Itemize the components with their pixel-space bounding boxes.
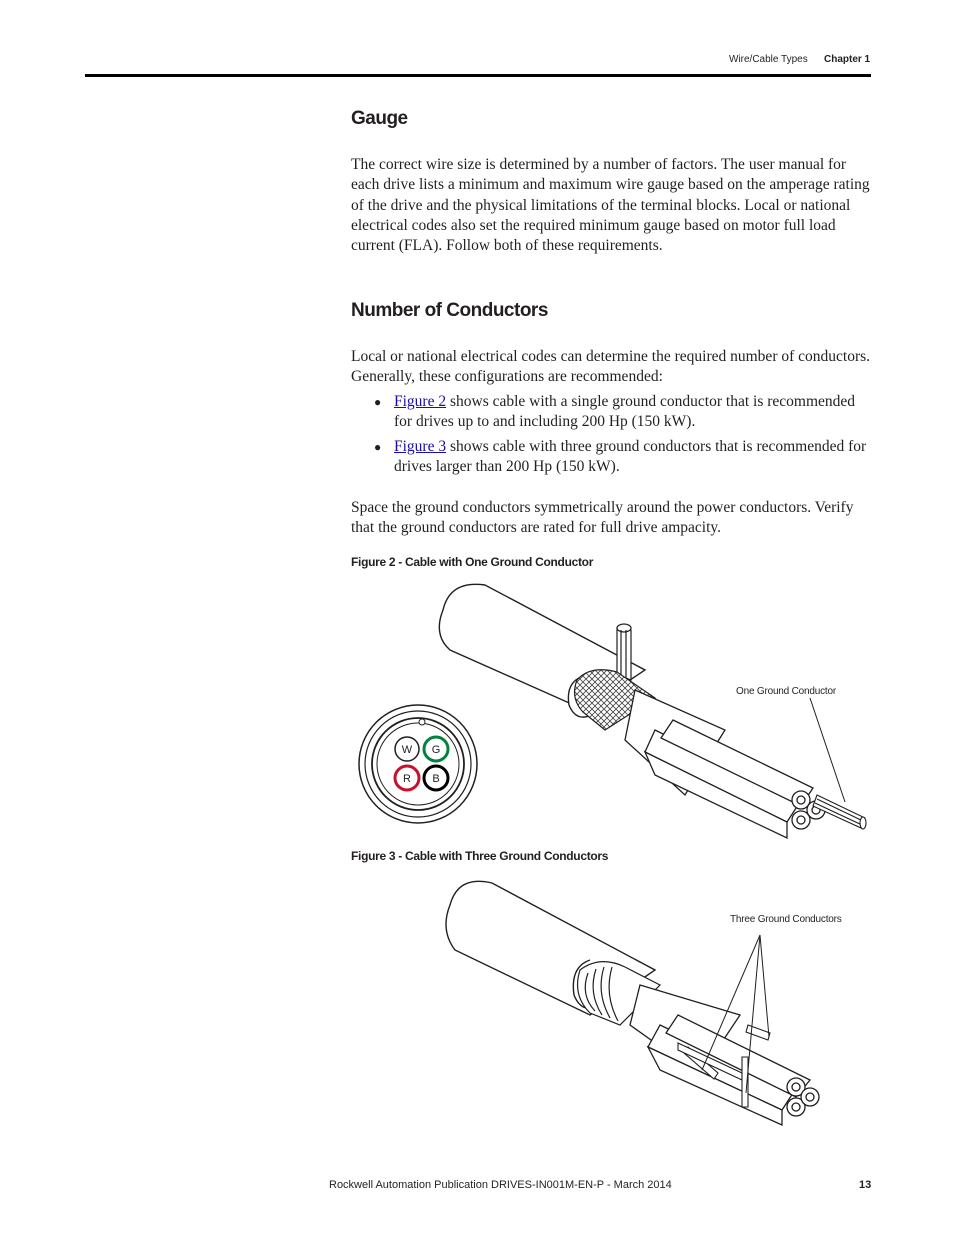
figure-2-cable-illustration (355, 580, 875, 850)
header-rule (85, 74, 871, 77)
paragraph-conductors-intro: Local or national electrical codes can determine the required number of conductors. Generally, these configurations are recommended: (351, 348, 871, 386)
running-header-chapter: Chapter 1 (824, 54, 871, 65)
conductor-label-g: G (431, 744, 441, 756)
link-figure-2[interactable]: Figure 2 (394, 393, 447, 410)
ground-strand-top (617, 624, 631, 680)
figure-3-callout: Three Ground Conductors (730, 914, 842, 925)
figure-2-caption: Figure 2 - Cable with One Ground Conductor (351, 555, 594, 569)
bullet-icon: ● (374, 439, 382, 454)
conductor-label-r: R (403, 773, 411, 785)
conductor-label-b: B (432, 773, 440, 785)
callout-leader (810, 698, 845, 802)
running-header-section: Wire/Cable Types (729, 54, 808, 65)
bullet-text: shows cable with a single ground conductor that is recommended for drives up to and including 200 Hp (150 kW). (394, 393, 856, 431)
list-item (351, 392, 871, 433)
cable-cross-section (359, 705, 477, 823)
link-figure-3[interactable]: Figure 3 (394, 437, 447, 455)
conductor-label-w: W (401, 744, 413, 756)
bullet-list (351, 392, 871, 481)
heading-gauge: Gauge (351, 108, 408, 129)
paragraph-conductors-closing: Space the ground conductors symmetrically around the power conductors. Verify that the ground conductors are rated for full drive ampacity. (351, 499, 854, 537)
heading-number-of-conductors: Number of Conductors (351, 300, 548, 321)
footer-publication: Rockwell Automation Publication DRIVES-IN001M-EN-P - March 2014 (329, 1179, 672, 1191)
figure-2-callout: One Ground Conductor (736, 686, 836, 697)
power-conductors (645, 720, 825, 838)
figure-3-caption: Figure 3 - Cable with Three Ground Conductors (351, 849, 609, 863)
paragraph-gauge: The correct wire size is determined by a number of factors. The user manual for each drive lists a minimum and maximum wire gauge based on the amperage rating of the drive and the physical limitations of the terminal blocks. Local or national electrical codes also set the required minimum gauge based on motor full load current (FLA). Follow both of these requirements. (351, 156, 870, 255)
page-number: 13 (859, 1179, 872, 1191)
bullet-icon: ● (374, 395, 382, 409)
list-item (351, 437, 871, 478)
bullet-text: shows cable with three ground conductors that is recommended for drives larger than 200 Hp (150 kW). (394, 437, 867, 475)
